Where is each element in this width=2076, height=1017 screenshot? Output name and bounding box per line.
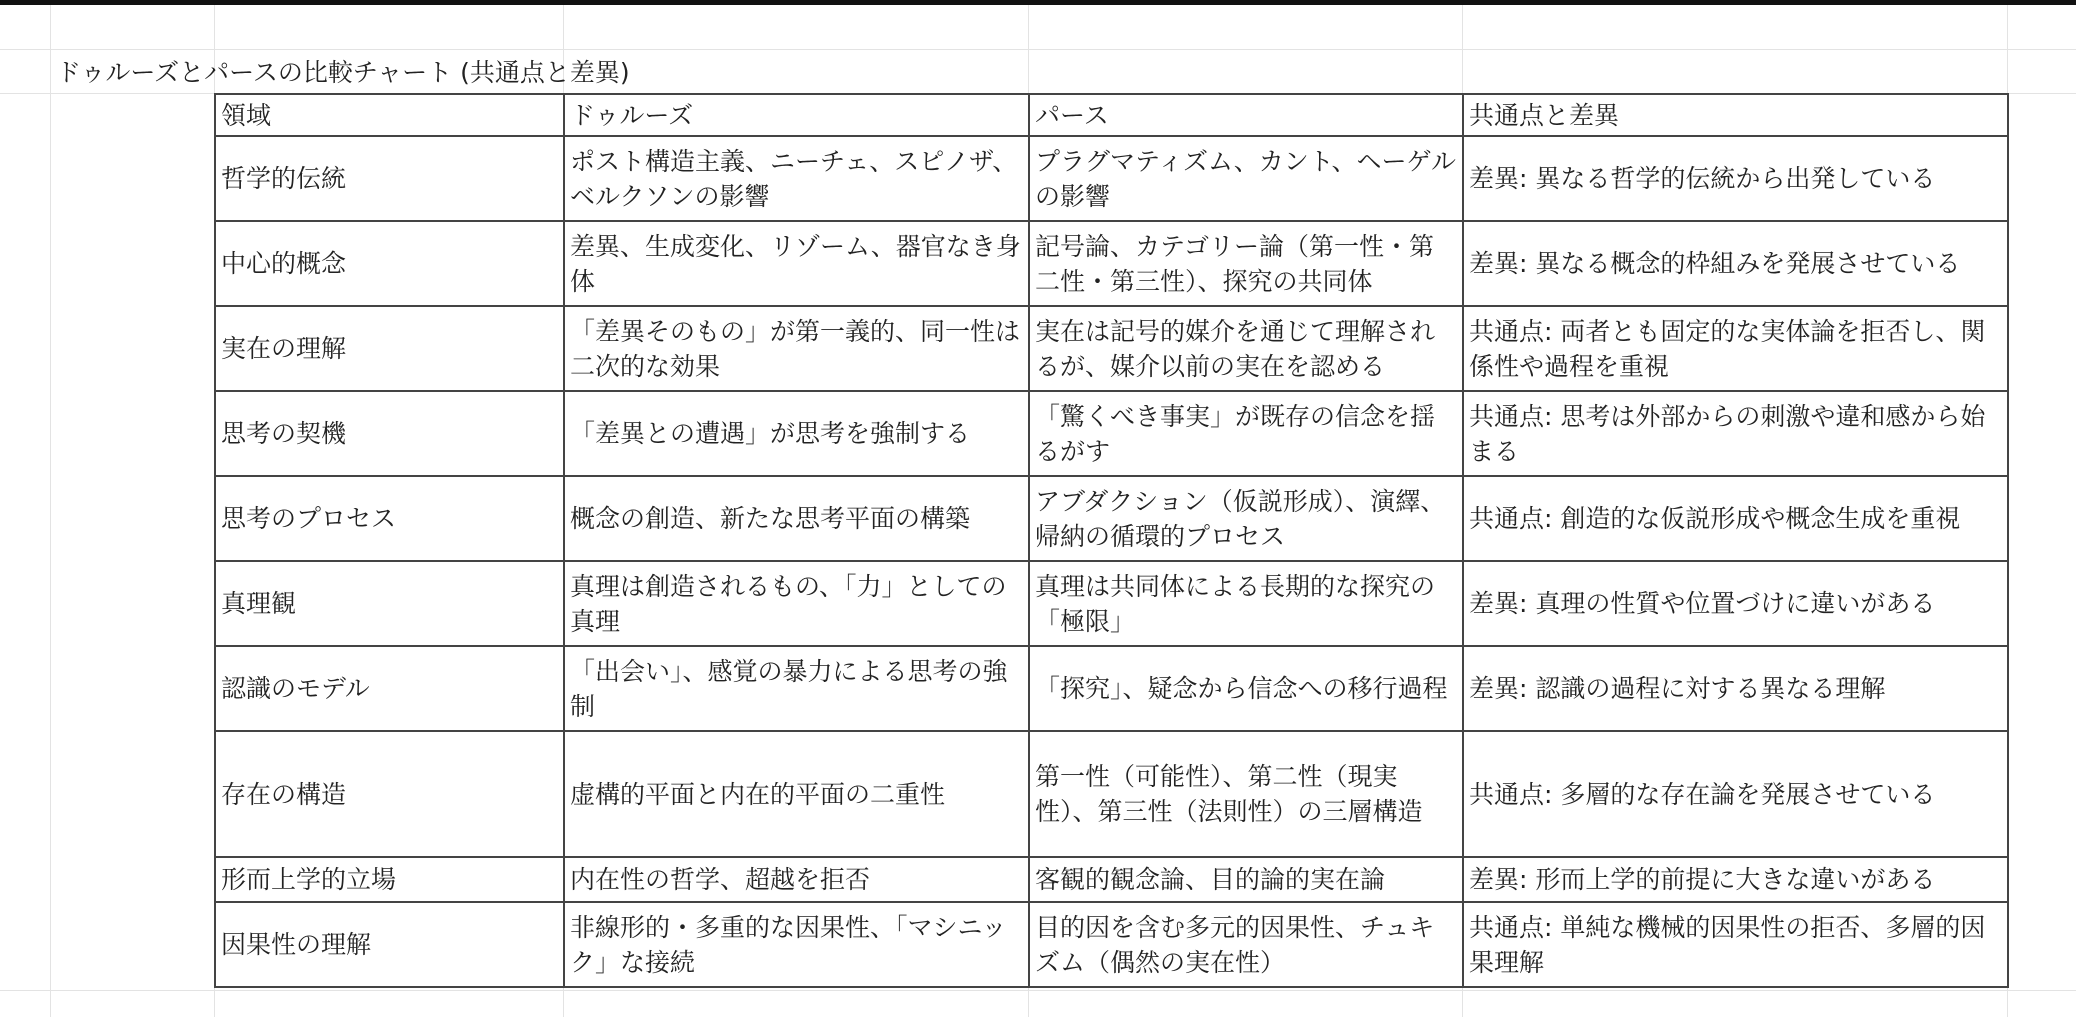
table-cell[interactable]: 共通点: 創造的な仮説形成や概念生成を重視 [1463,476,2008,561]
table-cell[interactable]: アブダクション（仮説形成）、演繹、帰納の循環的プロセス [1029,476,1463,561]
table-cell[interactable]: 哲学的伝統 [215,136,564,221]
table-cell[interactable]: 真理観 [215,561,564,646]
table-cell[interactable]: 共通点: 単純な機械的因果性の拒否、多層的因果理解 [1463,902,2008,987]
table-cell[interactable]: 非線形的・多重的な因果性、「マシニック」な接続 [564,902,1029,987]
table-cell[interactable]: 差異: 異なる哲学的伝統から出発している [1463,136,2008,221]
table-cell[interactable]: 実在は記号的媒介を通じて理解されるが、媒介以前の実在を認める [1029,306,1463,391]
table-cell[interactable]: 第一性（可能性）、第二性（現実性）、第三性（法則性）の三層構造 [1029,731,1463,857]
table-cell[interactable]: 共通点: 多層的な存在論を発展させている [1463,731,2008,857]
table-cell[interactable]: 思考の契機 [215,391,564,476]
table-cell[interactable]: 客観的観念論、目的論的実在論 [1029,857,1463,902]
table-cell[interactable]: 共通点: 思考は外部からの刺激や違和感から始まる [1463,391,2008,476]
table-row [215,136,2008,221]
table-cell[interactable]: 中心的概念 [215,221,564,306]
table-row [215,221,2008,306]
grid-row-line [0,990,2076,991]
table-row [215,857,2008,902]
header-cell[interactable]: 領域 [215,94,564,136]
table-cell[interactable]: 形而上学的立場 [215,857,564,902]
table-cell[interactable]: 差異: 認識の過程に対する異なる理解 [1463,646,2008,731]
table-cell[interactable]: 認識のモデル [215,646,564,731]
table-cell[interactable]: 真理は共同体による長期的な探究の「極限」 [1029,561,1463,646]
table-cell[interactable]: 因果性の理解 [215,902,564,987]
sheet-title-cell[interactable]: ドゥルーズとパースの比較チャート (共通点と差異) [56,58,630,87]
table-cell[interactable]: 「差異との遭遇」が思考を強制する [564,391,1029,476]
table-cell[interactable]: 記号論、カテゴリー論（第一性・第二性・第三性）、探究の共同体 [1029,221,1463,306]
table-cell[interactable]: 「驚くべき事実」が既存の信念を揺るがす [1029,391,1463,476]
table-row [215,476,2008,561]
table-cell[interactable]: 内在性の哲学、超越を拒否 [564,857,1029,902]
grid-row-line [0,49,2076,50]
table-cell[interactable]: 存在の構造 [215,731,564,857]
grid-column-line [50,5,51,1017]
table-cell[interactable]: プラグマティズム、カント、ヘーゲルの影響 [1029,136,1463,221]
table-row [215,306,2008,391]
table-cell[interactable]: ポスト構造主義、ニーチェ、スピノザ、ベルクソンの影響 [564,136,1029,221]
header-cell[interactable]: パース [1029,94,1463,136]
table-cell[interactable]: 差異: 真理の性質や位置づけに違いがある [1463,561,2008,646]
header-cell[interactable]: 共通点と差異 [1463,94,2008,136]
table-cell[interactable]: 実在の理解 [215,306,564,391]
table-cell[interactable]: 「探究」、疑念から信念への移行過程 [1029,646,1463,731]
table-cell[interactable]: 共通点: 両者とも固定的な実体論を拒否し、関係性や過程を重視 [1463,306,2008,391]
table-cell[interactable]: 虚構的平面と内在的平面の二重性 [564,731,1029,857]
window-top-edge [0,0,2076,5]
table-row [215,646,2008,731]
table-cell[interactable]: 差異: 異なる概念的枠組みを発展させている [1463,221,2008,306]
table-row [215,561,2008,646]
table-cell[interactable]: 差異、生成変化、リゾーム、器官なき身体 [564,221,1029,306]
header-cell[interactable]: ドゥルーズ [564,94,1029,136]
table-cell[interactable]: 「出会い」、感覚の暴力による思考の強制 [564,646,1029,731]
header-row [215,94,2008,136]
table-cell[interactable]: 真理は創造されるもの、「力」としての真理 [564,561,1029,646]
table-cell[interactable]: 思考のプロセス [215,476,564,561]
table-row [215,902,2008,987]
table-row [215,391,2008,476]
table-row [215,731,2008,857]
table-cell[interactable]: 概念の創造、新たな思考平面の構築 [564,476,1029,561]
table-cell[interactable]: 目的因を含む多元的因果性、チュキズム（偶然の実在性） [1029,902,1463,987]
comparison-table [214,93,2009,988]
table-cell[interactable]: 差異: 形而上学的前提に大きな違いがある [1463,857,2008,902]
table-cell[interactable]: 「差異そのもの」が第一義的、同一性は二次的な効果 [564,306,1029,391]
